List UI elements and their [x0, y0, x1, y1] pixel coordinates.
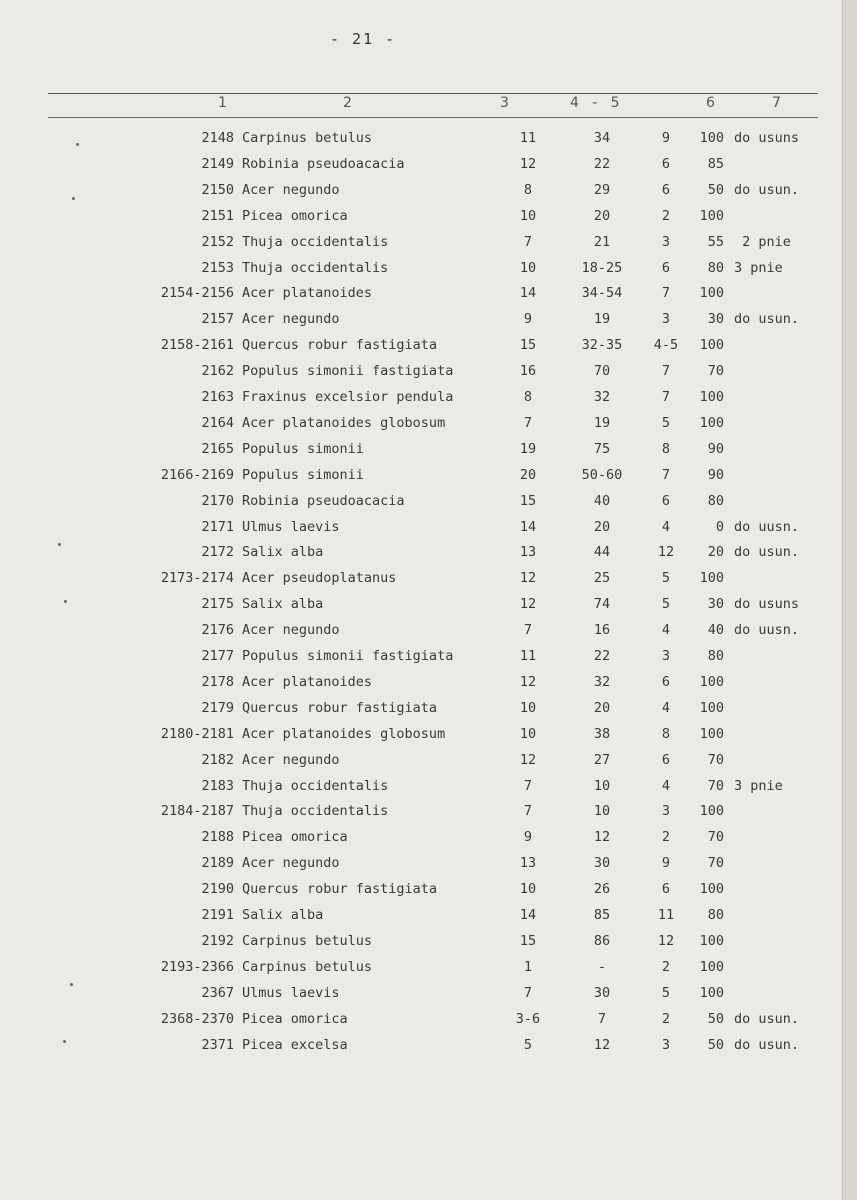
crown-value: 4 — [661, 622, 671, 639]
height-value: 7 — [523, 984, 533, 1001]
condition-value: 70 — [707, 855, 724, 872]
condition-value: 80 — [707, 259, 724, 276]
diameter-value: 19 — [593, 414, 611, 431]
species-name: Salix alba — [242, 596, 324, 613]
diameter-value: 20 — [593, 699, 611, 716]
table-row — [0, 179, 857, 201]
height-value: 10 — [519, 725, 537, 742]
tree-number: 2163 — [201, 389, 234, 405]
species-name: Acer platanoides globosum — [242, 725, 446, 742]
table-row — [0, 567, 857, 589]
column-header-6: 6 — [706, 95, 715, 111]
tree-number: 2188 — [201, 829, 234, 846]
tree-number: 2192 — [201, 932, 234, 949]
height-value: 15 — [519, 932, 537, 949]
height-value: 15 — [519, 337, 537, 354]
diameter-value: 16 — [593, 622, 611, 639]
tree-number: 2170 — [201, 492, 234, 509]
species-name: Picea omorica — [242, 829, 348, 846]
diameter-value: 7 — [597, 1010, 607, 1027]
table-row — [0, 257, 857, 279]
table-row — [0, 930, 857, 952]
species-name: Acer negundo — [242, 622, 340, 639]
crown-value: 6 — [661, 673, 671, 690]
crown-value: 4 — [661, 777, 671, 794]
species-name: Thuja occidentalis — [242, 777, 389, 794]
tree-number: 2151 — [201, 207, 234, 224]
diameter-value: 85 — [593, 907, 611, 923]
condition-value: 100 — [699, 958, 724, 975]
height-value: 16 — [519, 363, 537, 380]
height-value: 7 — [523, 233, 533, 250]
crown-value: 12 — [657, 932, 675, 949]
species-name: Quercus robur fastigiata — [242, 337, 438, 354]
diameter-value: 30 — [593, 855, 611, 872]
height-value: 12 — [519, 673, 537, 690]
table-row — [0, 308, 857, 330]
diameter-value: 26 — [593, 881, 611, 898]
diameter-value: 75 — [593, 440, 611, 457]
diameter-value: 70 — [593, 363, 611, 380]
diameter-value: 20 — [593, 207, 611, 224]
species-name: Quercus robur fastigiata — [242, 881, 438, 898]
species-name: Acer platanoides — [242, 285, 373, 302]
tree-number: 2154-2156 — [160, 285, 234, 302]
crown-value: 4-5 — [653, 337, 679, 354]
table-row — [0, 231, 857, 253]
table-row — [0, 852, 857, 874]
species-name: Acer negundo — [242, 311, 340, 328]
table-row — [0, 438, 857, 460]
remarks-value: do usun. — [734, 181, 800, 198]
table-row — [0, 334, 857, 356]
tree-number: 2176 — [201, 622, 234, 639]
table-row — [0, 153, 857, 175]
height-value: 9 — [523, 829, 533, 846]
tree-number: 2190 — [201, 881, 234, 898]
table-row — [0, 1008, 857, 1030]
condition-value: 0 — [715, 518, 724, 535]
species-name: Acer platanoides globosum — [242, 414, 446, 431]
table-row — [0, 800, 857, 822]
condition-value: 100 — [699, 389, 724, 405]
diameter-value: 21 — [593, 233, 611, 250]
species-name: Populus simonii — [242, 440, 364, 457]
table-row — [0, 697, 857, 719]
table-row — [0, 956, 857, 978]
paper-speck — [63, 1040, 66, 1043]
diameter-value: 44 — [593, 544, 611, 561]
crown-value: 6 — [661, 259, 671, 276]
diameter-value: - — [597, 958, 607, 975]
table-row — [0, 541, 857, 563]
species-name: Picea omorica — [242, 207, 348, 224]
height-value: 14 — [519, 907, 537, 923]
remarks-value: do uusn. — [734, 622, 800, 639]
crown-value: 2 — [661, 829, 671, 846]
remarks-value: 3 pnie — [734, 259, 783, 276]
condition-value: 100 — [699, 285, 724, 302]
condition-value: 100 — [699, 881, 724, 898]
table-row — [0, 360, 857, 382]
height-value: 10 — [519, 881, 537, 898]
species-name: Robinia pseudoacacia — [242, 492, 405, 509]
tree-number: 2191 — [201, 907, 234, 923]
diameter-value: 30 — [593, 984, 611, 1001]
diameter-value: 29 — [593, 181, 611, 198]
tree-number: 2171 — [201, 518, 234, 535]
condition-value: 100 — [699, 414, 724, 431]
table-row — [0, 282, 857, 304]
diameter-value: 74 — [593, 596, 611, 613]
crown-value: 4 — [661, 518, 671, 535]
diameter-value: 32 — [593, 389, 611, 405]
species-name: Quercus robur fastigiata — [242, 699, 438, 716]
crown-value: 7 — [661, 466, 671, 483]
species-name: Acer pseudoplatanus — [242, 570, 397, 587]
crown-value: 3 — [661, 233, 671, 250]
diameter-value: 10 — [593, 777, 611, 794]
column-header-4-5: 4 - 5 — [570, 95, 620, 111]
crown-value: 9 — [661, 855, 671, 872]
species-name: Acer negundo — [242, 855, 340, 872]
table-row — [0, 593, 857, 615]
condition-value: 50 — [707, 181, 724, 198]
remarks-value: do usuns — [734, 130, 800, 146]
height-value: 14 — [519, 285, 537, 302]
crown-value: 7 — [661, 363, 671, 380]
tree-number: 2175 — [201, 596, 234, 613]
crown-value: 6 — [661, 881, 671, 898]
diameter-value: 32 — [593, 673, 611, 690]
crown-value: 6 — [661, 181, 671, 198]
table-row — [0, 490, 857, 512]
tree-number: 2162 — [201, 363, 234, 380]
condition-value: 20 — [707, 544, 724, 561]
paper-speck — [58, 543, 61, 546]
remarks-value: do uusn. — [734, 518, 800, 535]
height-value: 7 — [523, 414, 533, 431]
height-value: 10 — [519, 699, 537, 716]
paper-speck — [70, 983, 73, 986]
tree-number: 2164 — [201, 414, 234, 431]
table-row — [0, 619, 857, 641]
condition-value: 100 — [699, 130, 724, 146]
diameter-value: 18-25 — [581, 259, 623, 276]
condition-value: 85 — [707, 155, 724, 172]
diameter-value: 86 — [593, 932, 611, 949]
species-name: Ulmus laevis — [242, 984, 340, 1001]
condition-value: 30 — [707, 311, 724, 328]
condition-value: 30 — [707, 596, 724, 613]
tree-number: 2368-2370 — [160, 1010, 234, 1027]
tree-number: 2177 — [201, 648, 234, 664]
crown-value: 7 — [661, 285, 671, 302]
height-value: 7 — [523, 777, 533, 794]
condition-value: 100 — [699, 984, 724, 1001]
height-value: 19 — [519, 440, 537, 457]
species-name: Salix alba — [242, 907, 324, 923]
height-value: 1 — [523, 958, 533, 975]
condition-value: 100 — [699, 337, 724, 354]
condition-value: 100 — [699, 207, 724, 224]
tree-number: 2367 — [201, 984, 234, 1001]
table-row — [0, 775, 857, 797]
height-value: 11 — [519, 648, 537, 664]
tree-number: 2153 — [201, 259, 234, 276]
height-value: 12 — [519, 155, 537, 172]
diameter-value: 22 — [593, 648, 611, 664]
height-value: 11 — [519, 130, 537, 146]
tree-number: 2149 — [201, 155, 234, 172]
header-bottom-rule — [48, 117, 818, 118]
table-row — [0, 749, 857, 771]
crown-value: 3 — [661, 311, 671, 328]
crown-value: 5 — [661, 596, 671, 613]
diameter-value: 22 — [593, 155, 611, 172]
tree-number: 2182 — [201, 751, 234, 768]
diameter-value: 34 — [593, 130, 611, 146]
column-header-1: 1 — [218, 95, 227, 111]
table-row — [0, 671, 857, 693]
table-row — [0, 904, 857, 926]
condition-value: 80 — [707, 492, 724, 509]
condition-value: 100 — [699, 725, 724, 742]
species-name: Thuja occidentalis — [242, 259, 389, 276]
table-row — [0, 645, 857, 667]
condition-value: 70 — [707, 777, 724, 794]
species-name: Carpinus betulus — [242, 958, 373, 975]
crown-value: 11 — [657, 907, 675, 923]
species-name: Fraxinus excelsior pendula — [242, 389, 454, 405]
tree-number: 2172 — [201, 544, 234, 561]
crown-value: 5 — [661, 570, 671, 587]
table-row — [0, 412, 857, 434]
crown-value: 9 — [661, 130, 671, 146]
tree-number: 2165 — [201, 440, 234, 457]
species-name: Salix alba — [242, 544, 324, 561]
crown-value: 3 — [661, 1036, 671, 1053]
height-value: 15 — [519, 492, 537, 509]
diameter-value: 40 — [593, 492, 611, 509]
condition-value: 40 — [707, 622, 724, 639]
diameter-value: 19 — [593, 311, 611, 328]
diameter-value: 34-54 — [581, 285, 623, 302]
paper-speck — [64, 600, 67, 603]
remarks-value: do usun. — [734, 311, 800, 328]
height-value: 9 — [523, 311, 533, 328]
crown-value: 6 — [661, 751, 671, 768]
crown-value: 3 — [661, 648, 671, 664]
diameter-value: 38 — [593, 725, 611, 742]
table-row — [0, 878, 857, 900]
tree-number: 2178 — [201, 673, 234, 690]
condition-value: 80 — [707, 907, 724, 923]
species-name: Picea excelsa — [242, 1036, 348, 1053]
species-name: Populus simonii fastigiata — [242, 363, 454, 380]
table-row — [0, 386, 857, 408]
table-row — [0, 516, 857, 538]
page-number: - 21 - — [330, 30, 397, 48]
tree-number: 2150 — [201, 181, 234, 198]
paper-speck — [72, 197, 75, 200]
condition-value: 100 — [699, 673, 724, 690]
crown-value: 6 — [661, 492, 671, 509]
table-row — [0, 127, 857, 149]
species-name: Picea omorica — [242, 1010, 348, 1027]
species-name: Acer platanoides — [242, 673, 373, 690]
height-value: 3-6 — [515, 1010, 541, 1027]
tree-number: 2173-2174 — [160, 570, 234, 587]
tree-number: 2184-2187 — [160, 803, 234, 820]
height-value: 12 — [519, 751, 537, 768]
diameter-value: 32-35 — [581, 337, 623, 354]
species-name: Carpinus betulus — [242, 932, 373, 949]
condition-value: 70 — [707, 363, 724, 380]
condition-value: 70 — [707, 829, 724, 846]
height-value: 13 — [519, 855, 537, 872]
crown-value: 8 — [661, 440, 671, 457]
species-name: Robinia pseudoacacia — [242, 155, 405, 172]
height-value: 12 — [519, 570, 537, 587]
species-name: Carpinus betulus — [242, 130, 373, 146]
remarks-value: 3 pnie — [734, 777, 783, 794]
paper-speck — [76, 143, 79, 146]
condition-value: 55 — [707, 233, 724, 250]
tree-number: 2183 — [201, 777, 234, 794]
table-row — [0, 826, 857, 848]
crown-value: 4 — [661, 699, 671, 716]
table-row — [0, 205, 857, 227]
diameter-value: 25 — [593, 570, 611, 587]
remarks-value: do usun. — [734, 1036, 800, 1053]
tree-number: 2180-2181 — [160, 725, 234, 742]
crown-value: 2 — [661, 207, 671, 224]
crown-value: 8 — [661, 725, 671, 742]
header-top-rule — [48, 93, 818, 94]
height-value: 14 — [519, 518, 537, 535]
height-value: 8 — [523, 389, 533, 405]
tree-number: 2193-2366 — [160, 958, 234, 975]
tree-number: 2152 — [201, 233, 234, 250]
diameter-value: 12 — [593, 1036, 611, 1053]
height-value: 10 — [519, 207, 537, 224]
condition-value: 90 — [707, 440, 724, 457]
condition-value: 100 — [699, 699, 724, 716]
height-value: 12 — [519, 596, 537, 613]
condition-value: 100 — [699, 803, 724, 820]
tree-number: 2371 — [201, 1036, 234, 1053]
column-header-3: 3 — [500, 95, 509, 111]
diameter-value: 12 — [593, 829, 611, 846]
crown-value: 2 — [661, 1010, 671, 1027]
column-header-7: 7 — [772, 95, 781, 111]
diameter-value: 20 — [593, 518, 611, 535]
crown-value: 12 — [657, 544, 675, 561]
table-row — [0, 723, 857, 745]
diameter-value: 27 — [593, 751, 611, 768]
table-row — [0, 1034, 857, 1056]
condition-value: 50 — [707, 1010, 724, 1027]
condition-value: 90 — [707, 466, 724, 483]
column-header-2: 2 — [343, 95, 352, 111]
condition-value: 100 — [699, 932, 724, 949]
remarks-value: do usuns — [734, 596, 800, 613]
tree-number: 2189 — [201, 855, 234, 872]
table-row — [0, 464, 857, 486]
tree-number: 2179 — [201, 699, 234, 716]
remarks-value: do usun. — [734, 544, 800, 561]
remarks-value: do usun. — [734, 1010, 800, 1027]
tree-number: 2157 — [201, 311, 234, 328]
height-value: 13 — [519, 544, 537, 561]
table-row — [0, 982, 857, 1004]
tree-number: 2158-2161 — [160, 337, 234, 354]
height-value: 7 — [523, 803, 533, 820]
crown-value: 6 — [661, 155, 671, 172]
height-value: 8 — [523, 181, 533, 198]
diameter-value: 50-60 — [581, 466, 623, 483]
tree-number: 2166-2169 — [160, 466, 234, 483]
crown-value: 2 — [661, 958, 671, 975]
diameter-value: 10 — [593, 803, 611, 820]
species-name: Acer negundo — [242, 181, 340, 198]
condition-value: 80 — [707, 648, 724, 664]
crown-value: 3 — [661, 803, 671, 820]
crown-value: 5 — [661, 984, 671, 1001]
remarks-value: 2 pnie — [734, 233, 791, 250]
crown-value: 7 — [661, 389, 671, 405]
crown-value: 5 — [661, 414, 671, 431]
species-name: Thuja occidentalis — [242, 803, 389, 820]
species-name: Populus simonii — [242, 466, 364, 483]
condition-value: 100 — [699, 570, 724, 587]
species-name: Populus simonii fastigiata — [242, 648, 454, 664]
height-value: 7 — [523, 622, 533, 639]
species-name: Ulmus laevis — [242, 518, 340, 535]
height-value: 20 — [519, 466, 537, 483]
height-value: 5 — [523, 1036, 533, 1053]
condition-value: 70 — [707, 751, 724, 768]
condition-value: 50 — [707, 1036, 724, 1053]
species-name: Thuja occidentalis — [242, 233, 389, 250]
species-name: Acer negundo — [242, 751, 340, 768]
height-value: 10 — [519, 259, 537, 276]
tree-number: 2148 — [201, 130, 234, 146]
